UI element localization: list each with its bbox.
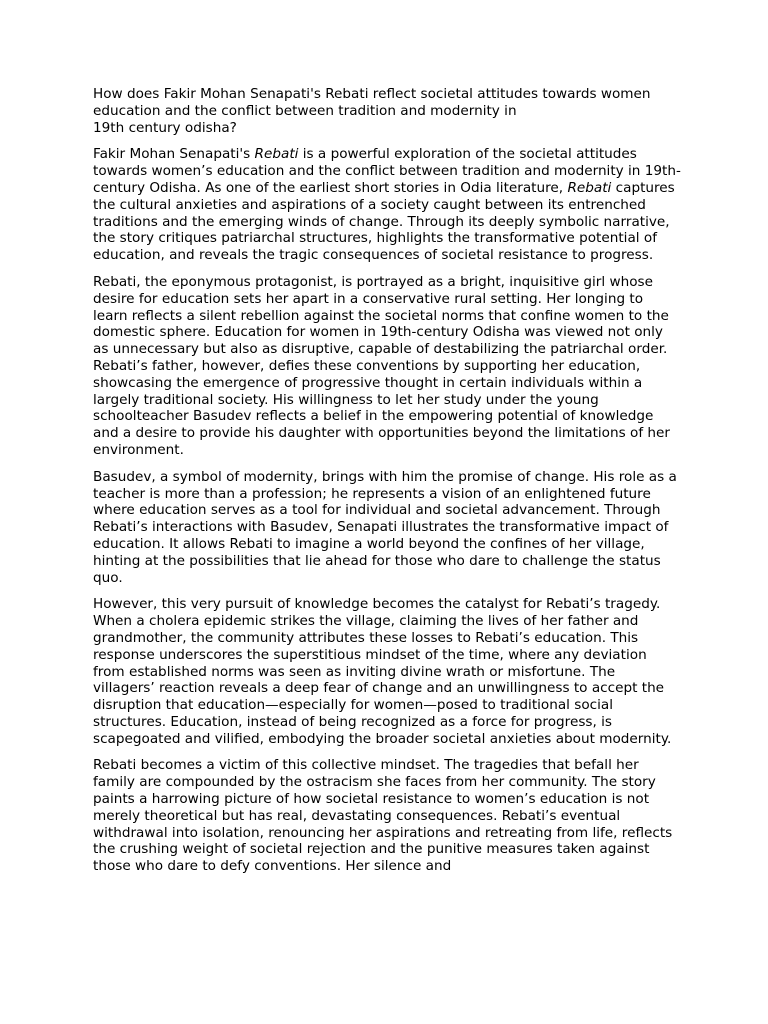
intro-title-italic-2: Rebati <box>567 179 612 196</box>
question-line-3: 19th century odisha? <box>93 119 237 136</box>
essay-question <box>93 86 681 136</box>
question-line-2: education and the conflict between tradition and modernity in <box>93 102 517 119</box>
intro-text-2: is a powerful exploration of the societal attitudes towards women’s education and the conflict between tradition and modernity in 19th-century Odisha. As one of the earliest short stories in Odia literature, <box>93 146 681 196</box>
intro-text-1: Fakir Mohan Senapati's <box>93 146 255 163</box>
document-page <box>93 86 681 885</box>
paragraph-basudev: Basudev, a symbol of modernity, brings with him the promise of change. His role as a teacher is more than a profession; he represents a vision of an enlightened future where education serves as a tool for individual and societal advancement. Through Rebati’s interactions with Basudev, Senapati illustrates the transformative impact of education. It allows Rebati to imagine a world beyond the confines of her village, hinting at the possibilities that lie ahead for those who dare to challenge the status quo. <box>93 468 677 586</box>
paragraph-tragedy: However, this very pursuit of knowledge becomes the catalyst for Rebati’s tragedy. When a cholera epidemic strikes the village, claiming the lives of her father and grandmother, the community attributes these losses to Rebati’s education. This response underscores the superstitious mindset of the time, where any deviation from established norms was seen as inviting divine wrath or misfortune. The villagers’ reaction reveals a deep fear of change and an unwillingness to accept the disruption that education—especially for women—posed to traditional social structures. Education, instead of being recognized as a force for progress, is scapegoated and vilified, embodying the broader societal anxieties about modernity. <box>93 596 672 747</box>
intro-text-3: captures the cultural anxieties and aspirations of a society caught between its entrenched traditions and the emerging winds of change. Through its deeply symbolic narrative, the story critiques patriarchal structures, highlights the transformative potential of education, and reveals the tragic consequences of societal resistance to progress. <box>93 179 675 264</box>
paragraph-victim: Rebati becomes a victim of this collective mindset. The tragedies that befall her family are compounded by the ostracism she faces from her community. The story paints a harrowing picture of how societal resistance to women’s education is not merely theoretical but has real, devastating consequences. Rebati’s eventual withdrawal into isolation, renouncing her aspirations and retreating from life, reflects the crushing weight of societal rejection and the punitive measures taken against those who dare to defy conventions. Her silence and <box>93 757 673 875</box>
paragraph-rebati: Rebati, the eponymous protagonist, is portrayed as a bright, inquisitive girl whose desire for education sets her apart in a conservative rural setting. Her longing to learn reflects a silent rebellion against the societal norms that confine women to the domestic sphere. Education for women in 19th-century Odisha was viewed not only as unnecessary but also as disruptive, capable of destabilizing the patriarchal order. Rebati’s father, however, defies these conventions by supporting her education, showcasing the emergence of progressive thought in certain individuals within a largely traditional society. His willingness to let her study under the young schoolteacher Basudev reflects a belief in the empowering potential of knowledge and a desire to provide his daughter with opportunities beyond the limitations of her environment. <box>93 273 670 458</box>
intro-title-italic-1: Rebati <box>254 146 299 163</box>
paragraph-introduction <box>93 146 681 264</box>
question-line-1: How does Fakir Mohan Senapati's Rebati reflect societal attitudes towards women <box>93 86 651 102</box>
